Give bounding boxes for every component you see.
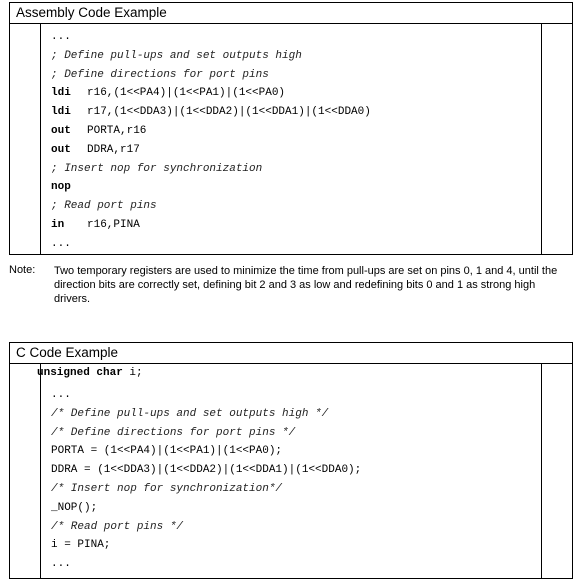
code-line	[51, 461, 361, 479]
code-comment: ; Define directions for port pins	[51, 68, 269, 81]
code-line	[51, 178, 87, 196]
instruction-operands: PORTA,r16	[87, 125, 147, 137]
code-line	[51, 235, 71, 253]
assembly-code-title: Assembly Code Example	[10, 3, 572, 24]
code-comment: /* Insert nop for synchronization*/	[51, 483, 283, 495]
code-line	[51, 555, 71, 573]
code-line	[51, 518, 183, 536]
note-text: Two temporary registers are used to minimize the time from pull-ups are set on pins 0, 1 and 4, until the direction bits are correctly set, defining bit 2 and 3 as low and redefining bits 0 and 1 as strong high drivers.	[54, 265, 558, 305]
code-line	[51, 442, 282, 460]
code-text: DDRA = (1<<DDA3)|(1<<DDA2)|(1<<DDA1)|(1<<DDA0);	[51, 464, 362, 477]
code-comment: /* Define pull-ups and set outputs high */	[51, 407, 329, 420]
left-margin-rule	[40, 24, 41, 254]
c-declaration-line	[37, 364, 143, 382]
code-line	[51, 405, 328, 423]
code-line	[51, 197, 157, 215]
instruction-operands: r17,(1<<DDA3)|(1<<DDA2)|(1<<DDA1)|(1<<DDA0)	[87, 106, 371, 119]
c-code-body	[10, 364, 572, 578]
right-margin-rule	[541, 24, 542, 254]
c-code-listing	[10, 364, 572, 571]
note-label: Note:	[9, 264, 36, 276]
instruction-mnemonic: out	[51, 125, 71, 137]
code-comment: ; Define pull-ups and set outputs high	[51, 49, 302, 62]
assembly-code-body	[10, 24, 572, 254]
instruction-operands: r16,PINA	[87, 219, 140, 231]
instruction-mnemonic: in	[51, 219, 65, 231]
c-code-box	[9, 342, 573, 579]
code-line	[51, 424, 295, 442]
code-line	[51, 216, 140, 234]
c-code-title: C Code Example	[10, 343, 572, 364]
code-line	[51, 160, 262, 178]
code-line	[51, 103, 371, 121]
code-text: ...	[51, 389, 71, 401]
code-line	[51, 480, 282, 498]
assembly-code-box	[9, 2, 573, 255]
code-line	[51, 499, 97, 517]
code-comment: /* Read port pins */	[51, 520, 184, 533]
code-line	[51, 66, 269, 84]
code-comment: ; Insert nop for synchronization	[51, 162, 263, 175]
instruction-mnemonic: out	[51, 143, 71, 156]
code-line	[51, 28, 71, 46]
code-line	[51, 122, 146, 140]
code-line	[51, 386, 71, 404]
code-text: ...	[51, 558, 71, 571]
code-text: ...	[51, 237, 71, 250]
code-line	[51, 536, 110, 554]
code-comment: ; Read port pins	[51, 200, 157, 213]
code-text: PORTA = (1<<PA4)|(1<<PA1)|(1<<PA0);	[51, 445, 283, 458]
c-declaration-var: i;	[122, 367, 143, 379]
code-text: ...	[51, 31, 71, 43]
code-line	[51, 141, 140, 159]
code-comment: /* Define directions for port pins */	[51, 426, 296, 439]
instruction-mnemonic: ldi	[51, 87, 71, 100]
c-declaration-type: unsigned char	[37, 367, 123, 379]
instruction-operands: r16,(1<<PA4)|(1<<PA1)|(1<<PA0)	[87, 87, 286, 100]
instruction-mnemonic: nop	[51, 181, 71, 194]
code-text: i = PINA;	[51, 539, 111, 552]
code-line	[51, 84, 285, 102]
instruction-operands: DDRA,r17	[87, 143, 140, 156]
code-text: _NOP();	[51, 501, 98, 514]
instruction-mnemonic: ldi	[51, 106, 71, 119]
code-line	[51, 47, 302, 65]
